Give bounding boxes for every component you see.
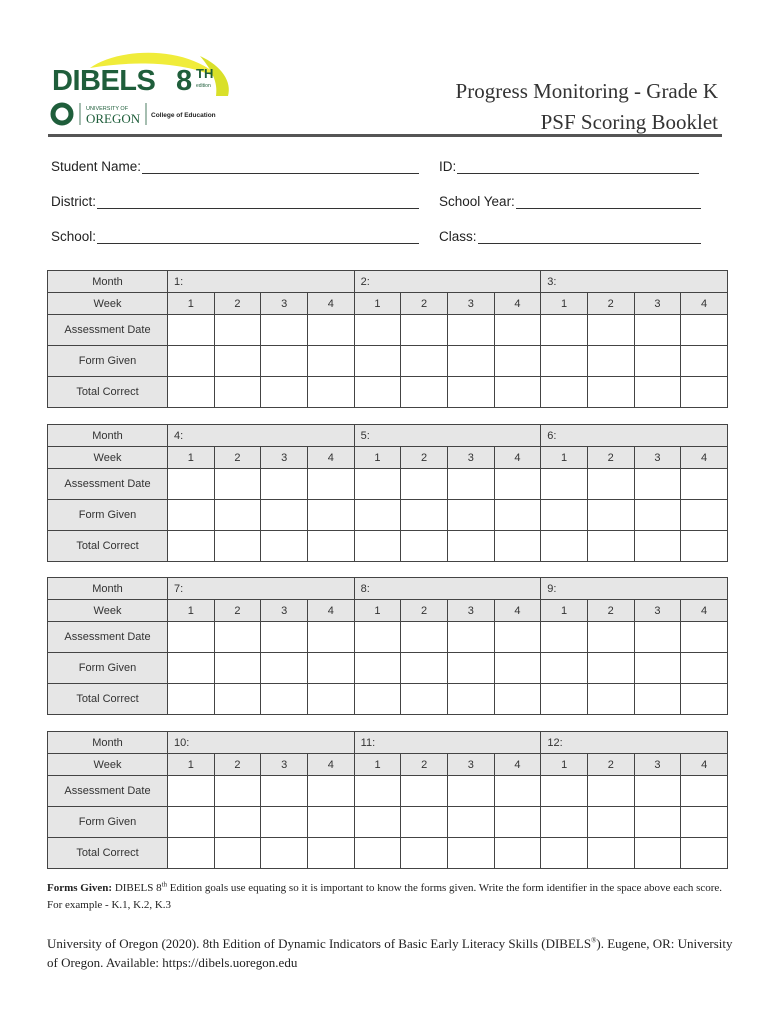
total-correct-row-label: Total Correct — [48, 838, 168, 869]
assessment-date-row — [48, 315, 728, 346]
month-row-label: Month — [48, 578, 168, 600]
week-number-cell: 3 — [261, 600, 308, 622]
form-given-entry-cell[interactable] — [681, 807, 728, 838]
total-correct-entry-cell[interactable] — [634, 684, 681, 715]
week-row-label: Week — [48, 447, 168, 469]
assessment-date-entry-cell[interactable] — [588, 776, 635, 807]
total-correct-entry-cell[interactable] — [354, 531, 401, 562]
assessment-date-entry-cell[interactable] — [168, 776, 215, 807]
week-number-cell: 3 — [447, 293, 494, 315]
form-given-entry-cell[interactable] — [447, 653, 494, 684]
document-title — [456, 76, 718, 138]
assessment-date-entry-cell[interactable] — [494, 469, 541, 500]
week-number-cell: 2 — [587, 600, 634, 622]
week-number-cell: 1 — [168, 754, 215, 776]
week-number-cell: 1 — [168, 293, 215, 315]
logo-oregon: OREGON — [86, 111, 141, 126]
class-label: Class: — [439, 229, 477, 244]
title-line-1: Progress Monitoring - Grade K — [455, 79, 718, 103]
forms-given-note — [47, 880, 727, 914]
school-label: School: — [51, 229, 97, 244]
month-row — [48, 732, 728, 754]
week-number-cell: 1 — [354, 754, 401, 776]
form-given-entry-cell[interactable] — [401, 500, 448, 531]
total-correct-entry-cell[interactable] — [541, 838, 588, 869]
week-number-cell: 3 — [634, 600, 681, 622]
total-correct-entry-cell[interactable] — [214, 377, 261, 408]
assessment-date-entry-cell[interactable] — [214, 469, 261, 500]
form-given-row — [48, 807, 728, 838]
student-name-field[interactable] — [51, 156, 419, 174]
logo-university-of: UNIVERSITY OF — [86, 106, 129, 112]
total-correct-entry-cell[interactable] — [494, 531, 541, 562]
total-correct-entry-cell[interactable] — [447, 838, 494, 869]
assessment-date-entry-cell[interactable] — [447, 776, 494, 807]
week-number-cell: 1 — [168, 600, 215, 622]
total-correct-row — [48, 377, 728, 408]
total-correct-entry-cell[interactable] — [214, 531, 261, 562]
total-correct-entry-cell[interactable] — [261, 684, 308, 715]
total-correct-entry-cell[interactable] — [168, 684, 215, 715]
form-given-entry-cell[interactable] — [494, 807, 541, 838]
assessment-date-entry-cell[interactable] — [307, 776, 354, 807]
assessment-date-entry-cell[interactable] — [541, 315, 588, 346]
form-given-entry-cell[interactable] — [354, 500, 401, 531]
week-number-cell: 1 — [354, 293, 401, 315]
form-given-entry-cell[interactable] — [634, 500, 681, 531]
week-number-cell: 2 — [401, 754, 448, 776]
form-given-entry-cell[interactable] — [541, 500, 588, 531]
week-number-cell: 2 — [214, 754, 261, 776]
month-number-cell[interactable]: 10: — [168, 732, 355, 754]
form-given-row — [48, 500, 728, 531]
form-given-entry-cell[interactable] — [307, 807, 354, 838]
total-correct-entry-cell[interactable] — [168, 531, 215, 562]
form-given-row-label: Form Given — [48, 807, 168, 838]
week-row — [48, 447, 728, 469]
form-given-entry-cell[interactable] — [634, 807, 681, 838]
month-number-cell[interactable]: 8: — [354, 578, 541, 600]
assessment-date-entry-cell[interactable] — [168, 622, 215, 653]
week-number-cell: 3 — [634, 754, 681, 776]
month-table — [47, 731, 728, 869]
total-correct-entry-cell[interactable] — [541, 684, 588, 715]
form-given-entry-cell[interactable] — [168, 500, 215, 531]
total-correct-entry-cell[interactable] — [307, 838, 354, 869]
total-correct-entry-cell[interactable] — [634, 377, 681, 408]
week-number-cell: 4 — [681, 754, 728, 776]
assessment-date-entry-cell[interactable] — [401, 469, 448, 500]
month-row-label: Month — [48, 732, 168, 754]
form-given-entry-cell[interactable] — [541, 346, 588, 377]
total-correct-entry-cell[interactable] — [354, 838, 401, 869]
citation-a: University of Oregon (2020). 8th Edition of Dynamic Indicators of Basic Early Literacy Skills (DIBELS — [47, 936, 592, 951]
total-correct-entry-cell[interactable] — [494, 838, 541, 869]
form-given-entry-cell[interactable] — [447, 807, 494, 838]
month-table — [47, 270, 728, 408]
assessment-date-row-label: Assessment Date — [48, 776, 168, 807]
total-correct-entry-cell[interactable] — [494, 377, 541, 408]
class-line[interactable] — [478, 229, 701, 244]
logo-dibels-text: DIBELS — [52, 65, 156, 97]
week-number-cell: 2 — [214, 293, 261, 315]
form-given-entry-cell[interactable] — [447, 346, 494, 377]
week-number-cell: 1 — [541, 754, 588, 776]
total-correct-entry-cell[interactable] — [401, 531, 448, 562]
week-number-cell: 4 — [307, 447, 354, 469]
form-given-entry-cell[interactable] — [401, 807, 448, 838]
week-number-cell: 2 — [214, 447, 261, 469]
school-line[interactable] — [97, 229, 419, 244]
title-line-2: PSF Scoring Booklet — [540, 110, 718, 134]
month-table — [47, 577, 728, 715]
assessment-date-entry-cell[interactable] — [681, 776, 728, 807]
form-given-entry-cell[interactable] — [494, 653, 541, 684]
class-field[interactable] — [439, 226, 701, 244]
total-correct-entry-cell[interactable] — [447, 684, 494, 715]
total-correct-entry-cell[interactable] — [681, 838, 728, 869]
logo-o-mark — [53, 105, 71, 123]
month-number-cell[interactable]: 11: — [354, 732, 541, 754]
assessment-date-entry-cell[interactable] — [494, 776, 541, 807]
week-number-cell: 4 — [494, 600, 541, 622]
school-year-line[interactable] — [516, 194, 701, 209]
week-row — [48, 754, 728, 776]
form-given-entry-cell[interactable] — [261, 807, 308, 838]
citation-b: ). Eugene, OR: University of Oregon. Available: https://dibels.uoregon.edu — [47, 936, 733, 970]
week-number-cell: 2 — [587, 447, 634, 469]
dibels-uo-logo — [50, 48, 240, 130]
week-number-cell: 1 — [354, 600, 401, 622]
total-correct-entry-cell[interactable] — [587, 531, 634, 562]
total-correct-entry-cell[interactable] — [307, 531, 354, 562]
assessment-date-entry-cell[interactable] — [634, 469, 681, 500]
form-given-row-label: Form Given — [48, 653, 168, 684]
assessment-date-entry-cell[interactable] — [447, 315, 494, 346]
week-number-cell: 2 — [401, 293, 448, 315]
assessment-date-entry-cell[interactable] — [261, 622, 308, 653]
total-correct-entry-cell[interactable] — [681, 684, 728, 715]
total-correct-row-label: Total Correct — [48, 531, 168, 562]
total-correct-entry-cell[interactable] — [261, 377, 308, 408]
total-correct-entry-cell[interactable] — [261, 838, 308, 869]
assessment-date-entry-cell[interactable] — [261, 469, 308, 500]
total-correct-entry-cell[interactable] — [168, 377, 215, 408]
assessment-date-row-label: Assessment Date — [48, 469, 168, 500]
student-name-label: Student Name: — [51, 159, 142, 174]
total-correct-entry-cell[interactable] — [634, 531, 681, 562]
month-row-label: Month — [48, 425, 168, 447]
forms-text-a: DIBELS 8 — [114, 882, 162, 894]
month-number-cell[interactable]: 5: — [354, 425, 541, 447]
form-given-row — [48, 346, 728, 377]
form-given-entry-cell[interactable] — [587, 653, 634, 684]
form-given-entry-cell[interactable] — [261, 346, 308, 377]
form-given-entry-cell[interactable] — [541, 653, 588, 684]
month-number-cell[interactable]: 4: — [168, 425, 355, 447]
week-number-cell: 1 — [354, 447, 401, 469]
assessment-date-entry-cell[interactable] — [494, 622, 541, 653]
assessment-date-entry-cell[interactable] — [354, 622, 401, 653]
assessment-date-entry-cell[interactable] — [261, 315, 308, 346]
assessment-date-row — [48, 622, 728, 653]
assessment-date-entry-cell[interactable] — [307, 622, 354, 653]
form-given-entry-cell[interactable] — [494, 500, 541, 531]
total-correct-entry-cell[interactable] — [401, 377, 448, 408]
month-number-cell[interactable]: 2: — [354, 271, 541, 293]
week-number-cell: 2 — [587, 293, 634, 315]
form-given-entry-cell[interactable] — [307, 500, 354, 531]
assessment-date-entry-cell[interactable] — [447, 622, 494, 653]
assessment-date-entry-cell[interactable] — [681, 315, 728, 346]
week-number-cell: 1 — [168, 447, 215, 469]
id-field[interactable] — [439, 156, 699, 174]
assessment-date-entry-cell[interactable] — [401, 622, 448, 653]
assessment-date-entry-cell[interactable] — [168, 469, 215, 500]
form-given-entry-cell[interactable] — [307, 653, 354, 684]
form-given-entry-cell[interactable] — [587, 500, 634, 531]
logo-college: College of Education — [151, 112, 216, 119]
month-number-cell[interactable]: 7: — [168, 578, 355, 600]
week-number-cell: 2 — [401, 600, 448, 622]
month-number-cell[interactable]: 12: — [541, 732, 728, 754]
week-number-cell: 3 — [634, 447, 681, 469]
month-number-cell[interactable]: 3: — [541, 271, 728, 293]
form-given-entry-cell[interactable] — [634, 346, 681, 377]
form-given-entry-cell[interactable] — [214, 807, 261, 838]
month-row-label: Month — [48, 271, 168, 293]
form-given-entry-cell[interactable] — [354, 807, 401, 838]
assessment-date-entry-cell[interactable] — [168, 315, 215, 346]
assessment-date-row-label: Assessment Date — [48, 315, 168, 346]
forms-given-label: Forms Given: — [47, 882, 113, 894]
total-correct-entry-cell[interactable] — [307, 377, 354, 408]
total-correct-entry-cell[interactable] — [261, 531, 308, 562]
assessment-date-entry-cell[interactable] — [541, 776, 588, 807]
month-number-cell[interactable]: 6: — [541, 425, 728, 447]
header-divider — [48, 134, 722, 137]
week-number-cell: 3 — [447, 600, 494, 622]
assessment-date-entry-cell[interactable] — [401, 315, 448, 346]
district-line[interactable] — [97, 194, 419, 209]
assessment-date-entry-cell[interactable] — [634, 622, 681, 653]
assessment-date-entry-cell[interactable] — [307, 469, 354, 500]
total-correct-row — [48, 531, 728, 562]
month-number-cell[interactable]: 9: — [541, 578, 728, 600]
form-given-entry-cell[interactable] — [681, 500, 728, 531]
school-year-label: School Year: — [439, 194, 515, 209]
month-number-cell[interactable]: 1: — [168, 271, 355, 293]
form-given-entry-cell[interactable] — [354, 346, 401, 377]
assessment-date-entry-cell[interactable] — [587, 622, 634, 653]
week-number-cell: 1 — [541, 293, 588, 315]
week-number-cell: 4 — [681, 447, 728, 469]
logo-edition-suffix: TH — [196, 66, 214, 81]
total-correct-entry-cell[interactable] — [354, 377, 401, 408]
week-number-cell: 4 — [681, 293, 728, 315]
total-correct-entry-cell[interactable] — [447, 377, 494, 408]
week-row-label: Week — [48, 600, 168, 622]
form-given-entry-cell[interactable] — [401, 653, 448, 684]
assessment-date-entry-cell[interactable] — [494, 315, 541, 346]
form-given-entry-cell[interactable] — [261, 653, 308, 684]
assessment-date-entry-cell[interactable] — [587, 315, 634, 346]
school-field[interactable] — [51, 226, 419, 244]
total-correct-entry-cell[interactable] — [494, 684, 541, 715]
form-given-entry-cell[interactable] — [214, 346, 261, 377]
form-given-row-label: Form Given — [48, 346, 168, 377]
assessment-date-entry-cell[interactable] — [214, 315, 261, 346]
total-correct-row-label: Total Correct — [48, 684, 168, 715]
week-number-cell: 4 — [307, 293, 354, 315]
id-line[interactable] — [457, 159, 699, 174]
total-correct-entry-cell[interactable] — [401, 684, 448, 715]
total-correct-entry-cell[interactable] — [214, 838, 261, 869]
form-given-entry-cell[interactable] — [168, 653, 215, 684]
week-number-cell: 4 — [494, 447, 541, 469]
assessment-date-entry-cell[interactable] — [214, 622, 261, 653]
forms-sup: th — [161, 880, 168, 889]
assessment-date-row — [48, 469, 728, 500]
form-given-entry-cell[interactable] — [261, 500, 308, 531]
week-number-cell: 3 — [447, 447, 494, 469]
total-correct-row — [48, 684, 728, 715]
total-correct-entry-cell[interactable] — [634, 838, 681, 869]
week-number-cell: 3 — [261, 447, 308, 469]
month-row — [48, 425, 728, 447]
form-given-entry-cell[interactable] — [634, 653, 681, 684]
total-correct-entry-cell[interactable] — [541, 531, 588, 562]
assessment-date-entry-cell[interactable] — [541, 622, 588, 653]
total-correct-row — [48, 838, 728, 869]
assessment-date-row — [48, 776, 728, 807]
week-number-cell: 3 — [634, 293, 681, 315]
total-correct-entry-cell[interactable] — [541, 377, 588, 408]
week-number-cell: 1 — [541, 600, 588, 622]
form-given-entry-cell[interactable] — [214, 653, 261, 684]
assessment-date-entry-cell[interactable] — [354, 469, 401, 500]
total-correct-entry-cell[interactable] — [354, 684, 401, 715]
total-correct-entry-cell[interactable] — [681, 377, 728, 408]
assessment-date-entry-cell[interactable] — [634, 776, 681, 807]
form-given-entry-cell[interactable] — [168, 346, 215, 377]
assessment-date-entry-cell[interactable] — [401, 776, 448, 807]
assessment-date-entry-cell[interactable] — [541, 469, 588, 500]
month-table — [47, 424, 728, 562]
school-year-field[interactable] — [439, 191, 701, 209]
total-correct-entry-cell[interactable] — [681, 531, 728, 562]
total-correct-entry-cell[interactable] — [307, 684, 354, 715]
week-number-cell: 4 — [494, 293, 541, 315]
week-number-cell: 4 — [307, 600, 354, 622]
assessment-date-entry-cell[interactable] — [587, 469, 634, 500]
form-given-entry-cell[interactable] — [541, 807, 588, 838]
forms-text-b: Edition goals use equating so it is important to know the forms given. Write the form identifier in the space above each score. For example - K.1, K.2, K.3 — [47, 882, 723, 911]
form-given-row-label: Form Given — [48, 500, 168, 531]
logo-edition-small: edition — [196, 83, 211, 89]
week-number-cell: 4 — [307, 754, 354, 776]
form-given-entry-cell[interactable] — [401, 346, 448, 377]
month-row — [48, 578, 728, 600]
assessment-date-entry-cell[interactable] — [634, 315, 681, 346]
form-given-entry-cell[interactable] — [168, 807, 215, 838]
form-given-row — [48, 653, 728, 684]
citation-sup: ® — [591, 936, 597, 945]
week-number-cell: 3 — [261, 293, 308, 315]
district-label: District: — [51, 194, 96, 209]
week-number-cell: 2 — [214, 600, 261, 622]
assessment-date-entry-cell[interactable] — [354, 315, 401, 346]
assessment-date-entry-cell[interactable] — [307, 315, 354, 346]
total-correct-entry-cell[interactable] — [214, 684, 261, 715]
week-row-label: Week — [48, 754, 168, 776]
total-correct-entry-cell[interactable] — [447, 531, 494, 562]
form-given-entry-cell[interactable] — [307, 346, 354, 377]
student-name-line[interactable] — [142, 159, 419, 174]
form-given-entry-cell[interactable] — [587, 346, 634, 377]
assessment-date-entry-cell[interactable] — [681, 469, 728, 500]
week-number-cell: 4 — [494, 754, 541, 776]
form-given-entry-cell[interactable] — [681, 346, 728, 377]
total-correct-entry-cell[interactable] — [587, 684, 634, 715]
week-number-cell: 1 — [541, 447, 588, 469]
assessment-date-entry-cell[interactable] — [447, 469, 494, 500]
assessment-date-entry-cell[interactable] — [681, 622, 728, 653]
month-row — [48, 271, 728, 293]
week-number-cell: 2 — [401, 447, 448, 469]
form-given-entry-cell[interactable] — [447, 500, 494, 531]
week-row — [48, 600, 728, 622]
assessment-date-entry-cell[interactable] — [354, 776, 401, 807]
total-correct-row-label: Total Correct — [48, 377, 168, 408]
assessment-date-entry-cell[interactable] — [214, 776, 261, 807]
assessment-date-row-label: Assessment Date — [48, 622, 168, 653]
week-row — [48, 293, 728, 315]
id-label: ID: — [439, 159, 457, 174]
district-field[interactable] — [51, 191, 419, 209]
form-given-entry-cell[interactable] — [354, 653, 401, 684]
week-number-cell: 3 — [447, 754, 494, 776]
total-correct-entry-cell[interactable] — [587, 377, 634, 408]
logo-edition-number: 8 — [176, 65, 193, 97]
assessment-date-entry-cell[interactable] — [261, 776, 308, 807]
week-number-cell: 3 — [261, 754, 308, 776]
citation — [47, 934, 737, 972]
form-given-entry-cell[interactable] — [681, 653, 728, 684]
total-correct-entry-cell[interactable] — [588, 838, 635, 869]
week-row-label: Week — [48, 293, 168, 315]
form-given-entry-cell[interactable] — [494, 346, 541, 377]
week-number-cell: 2 — [588, 754, 635, 776]
total-correct-entry-cell[interactable] — [401, 838, 448, 869]
total-correct-entry-cell[interactable] — [168, 838, 215, 869]
form-given-entry-cell[interactable] — [214, 500, 261, 531]
week-number-cell: 4 — [681, 600, 728, 622]
form-given-entry-cell[interactable] — [588, 807, 635, 838]
